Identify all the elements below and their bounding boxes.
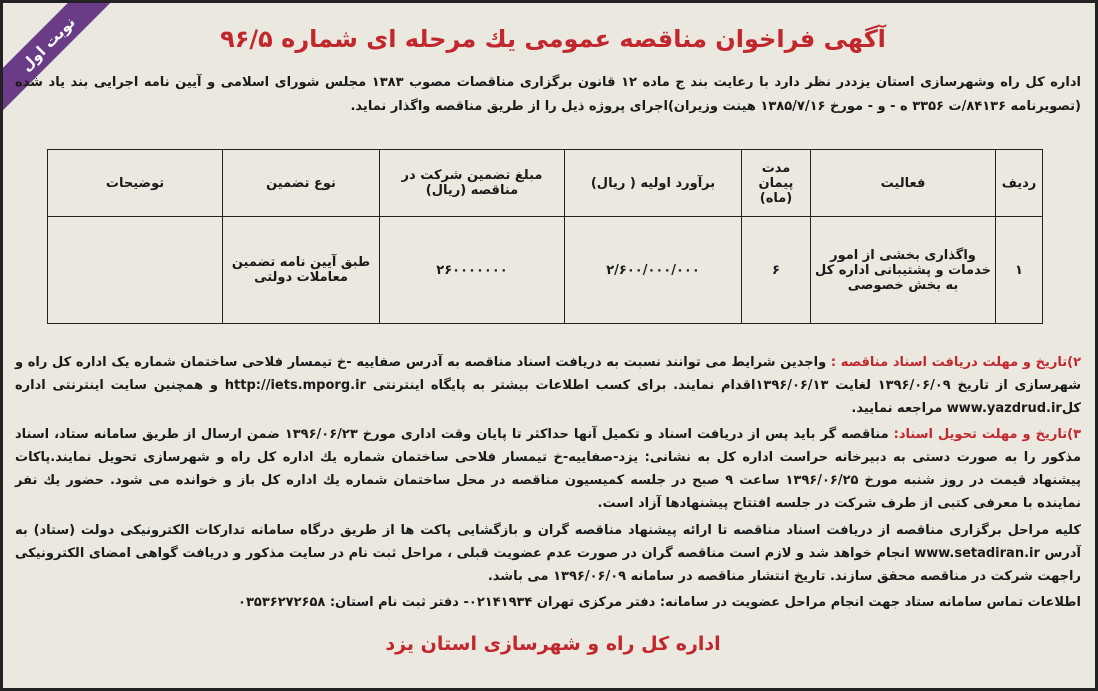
table-header-row xyxy=(48,150,1043,217)
section-2-label: ۲)تاریخ و مهلت دریافت اسناد مناقصه : xyxy=(830,355,1082,370)
cell-row-number: ۱ xyxy=(996,217,1043,324)
section-3-label: ۳)تاریخ و مهلت تحویل اسناد: xyxy=(893,427,1081,442)
cell-guarantee-type: طبق آیین نامه تضمین معاملات دولتی xyxy=(223,217,380,324)
cell-estimate: ۲/۶۰۰/۰۰۰/۰۰۰ xyxy=(565,217,742,324)
tender-table xyxy=(47,149,1043,324)
header-row-number: ردیف xyxy=(996,150,1043,217)
issuer-name: اداره كل راه و شهرسازی استان یزد xyxy=(385,633,721,655)
intro-paragraph: اداره كل راه وشهرسازی استان یزددر نظر دارد با رعایت بند ج ماده ۱۲ قانون برگزاری مناقصات مصوب ۱۳۸۳ مجلس شورای اسلامی و آیین نامه اجرایی بند یاد شده (تصویرنامه ۸۴۱۳۶/ت ۳۳۵۶ ه - و - مورخ ۱۳۸۵/۷/۱۶ هینت وزیران)اجرای پروژه ذیل را از طریق مناقصه واگذار نماید. xyxy=(15,75,1081,114)
header-notes: توضیحات xyxy=(48,150,223,217)
page-title: آگهی فراخوان مناقصه عمومی یك مرحله ای شماره ۹۶/۵ xyxy=(220,25,886,53)
section-document-receipt xyxy=(15,351,1081,420)
header-duration: مدت پیمان (ماه) xyxy=(742,150,811,217)
cell-guarantee-amount: ۲۶۰۰۰۰۰۰۰ xyxy=(380,217,565,324)
first-round-badge: نوبت اول xyxy=(3,3,119,115)
contact-info: اطلاعات تماس سامانه ستاد جهت انجام مراحل عضویت در سامانه: دفتر مركزی تهران ۰۲۱۴۱۹۳۴- دفتر ثبت نام استان: ۰۳۵۳۶۲۷۲۶۵۸ xyxy=(238,595,1081,610)
header-guarantee-type: نوع تضمین xyxy=(223,150,380,217)
table-row xyxy=(48,217,1043,324)
header-activity: فعالیت xyxy=(811,150,996,217)
setad-paragraph: كلیه مراحل برگزاری مناقصه از دریافت اسناد مناقصه تا ارائه پیشنهاد مناقصه گران و بازگشایی پاكت ها از طریق درگاه سامانه تداركات الكترونیكی دولت (ستاد) به آدرس www.setadiran.ir انجام خواهد شد و لازم است مناقصه گران در صورت عدم عضویت قبلی ، مراحل ثبت نام در سایت مذكور و دریافت گواهی امضای الكترونیكی راجهت شركت در مناقصه محقق سازند. تاریخ انتشار مناقصه در سامانه ۱۳۹۶/۰۶/۰۹ می باشد. xyxy=(15,523,1081,584)
section-3-text: مناقصه گر باید پس از دریافت اسناد و تكمیل آنها حداكثر تا پایان وقت اداری مورخ ۱۳۹۶/۰۶/۲۳ ضمن ارسال از طریق سامانه ستاد، اسناد مذكور را به صورت دستی به دبیرخانه حراست اداره كل به نشانی: یزد-صفاییه-خ تیمسار فلاحی ساختمان شماره یك اداره كل راه و شهرسازی تحویل نمایند.پاكات پیشنهاد قیمت در روز شنبه مورخ ۱۳۹۶/۰۶/۲۵ ساعت ۹ صبح در جلسه كمیسیون مناقصه در محل ساختمان شماره یك اداره كل باز و خوانده می شود. حضور یك نفر نماینده با معرفی كتبی از طرف شركت در جلسه افتتاح پیشنهادها آزاد است. xyxy=(15,427,1081,511)
section-2-text: واجدین شرایط می توانند نسبت به دریافت اسناد مناقصه به آدرس صفاییه -خ تیمسار فلاحی ساختمان شماره یک اداره كل راه و شهرسازی از تاریخ ۱۳۹۶/۰۶/۰۹ لغایت ۱۳۹۶/۰۶/۱۳اقدام نمایند. برای كسب اطلاعات بیشتر به پایگاه اینترنتی http://iets.mporg.ir و همچنین سایت اینترنتی اداره كلwww.yazdrud.ir مراجعه نمایید. xyxy=(15,355,1081,416)
cell-duration: ۶ xyxy=(742,217,811,324)
cell-activity: واگذاری بخشی از امور خدمات و پشتیبانی اداره كل به بخش خصوصی xyxy=(811,217,996,324)
cell-notes xyxy=(48,217,223,324)
header-estimate: برآورد اولیه ( ریال) xyxy=(565,150,742,217)
header-guarantee-amount: مبلغ تضمین شركت در مناقصه (ریال) xyxy=(380,150,565,217)
section-document-delivery xyxy=(15,423,1081,515)
